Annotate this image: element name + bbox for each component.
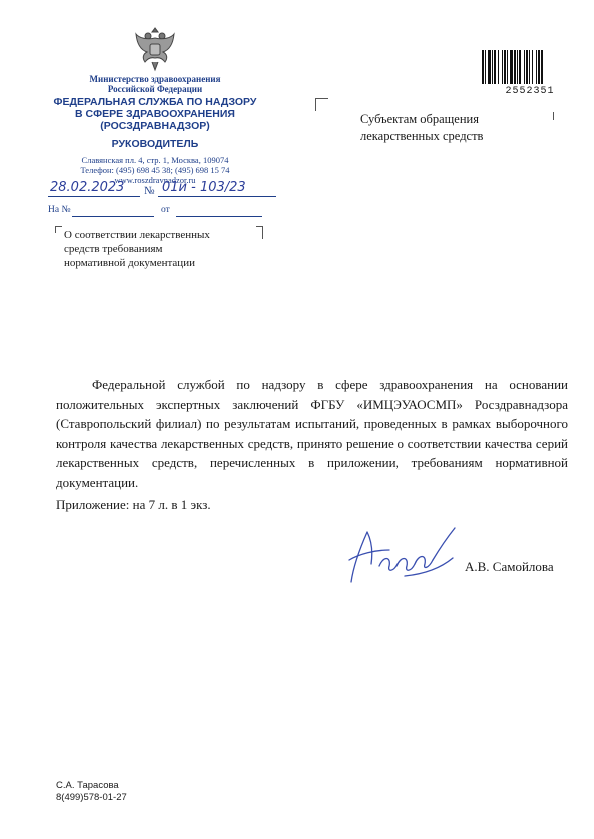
ref-label: На №: [48, 205, 71, 215]
agency-line3: (РОСЗДРАВНАДЗОР): [100, 120, 210, 132]
body-paragraph: Федеральной службой по надзору в сфере здравоохранения на основании положительных экспертных заключений ФГБУ «ИМЦЭУАОСМП» Росздравнадзора (Ставропольский филиал) по результатам испытаний, проведенных в рамках выборочного контроля качества лекарственных средств, принято решение о соответствии качества серий лекарственных средств, перечисленных в приложении, требованиям нормативной документации.: [56, 377, 568, 490]
ministry-line2: Российской Федерации: [107, 84, 203, 94]
recipient: [360, 111, 560, 145]
contact-block: [56, 780, 127, 804]
agency-line1: ФЕДЕРАЛЬНАЯ СЛУЖБА ПО НАДЗОРУ: [53, 96, 257, 108]
from-label: от: [161, 205, 170, 215]
subject-line1: О соответствии лекарственных: [64, 229, 210, 241]
subject-line2: средств требованиям: [64, 243, 163, 255]
registration-number: 01и - 103/23: [162, 180, 246, 195]
signer-name: А.В. Самойлова: [465, 559, 554, 574]
appendix-note: Приложение: на 7 л. в 1 экз.: [56, 497, 211, 512]
reference-line: [48, 204, 288, 220]
registration-date: 28.02.2023: [50, 180, 125, 195]
signature-icon: [345, 520, 465, 590]
number-sign: №: [144, 185, 155, 197]
contact-phone: 8(499)578-01-27: [56, 792, 127, 803]
recipient-bracket-left: [315, 98, 328, 111]
barcode-icon: [480, 50, 576, 90]
recipient-line2: лекарственных средств: [360, 129, 484, 143]
ministry-name: [60, 74, 250, 94]
barcode-number: 2552351: [505, 86, 555, 97]
agency-name: [48, 96, 262, 132]
subject-bracket-left: [55, 226, 62, 233]
coat-of-arms-icon: [133, 24, 177, 72]
subject: [64, 228, 264, 270]
contact-name: С.А. Тарасова: [56, 780, 119, 791]
ministry-line1: Министерство здравоохранения: [89, 74, 221, 84]
registration-line: [48, 180, 288, 204]
position-title: РУКОВОДИТЕЛЬ: [111, 138, 199, 150]
website: www.roszdravnadzor.ru: [114, 175, 196, 185]
phone: Телефон: (495) 698 45 38; (495) 698 15 74: [80, 165, 230, 175]
agency-line2: В СФЕРЕ ЗДРАВООХРАНЕНИЯ: [75, 108, 235, 120]
address: Славянская пл. 4, стр. 1, Москва, 109074: [81, 155, 229, 165]
subject-line3: нормативной документации: [64, 257, 195, 269]
recipient-line1: Субъектам обращения: [360, 112, 479, 126]
